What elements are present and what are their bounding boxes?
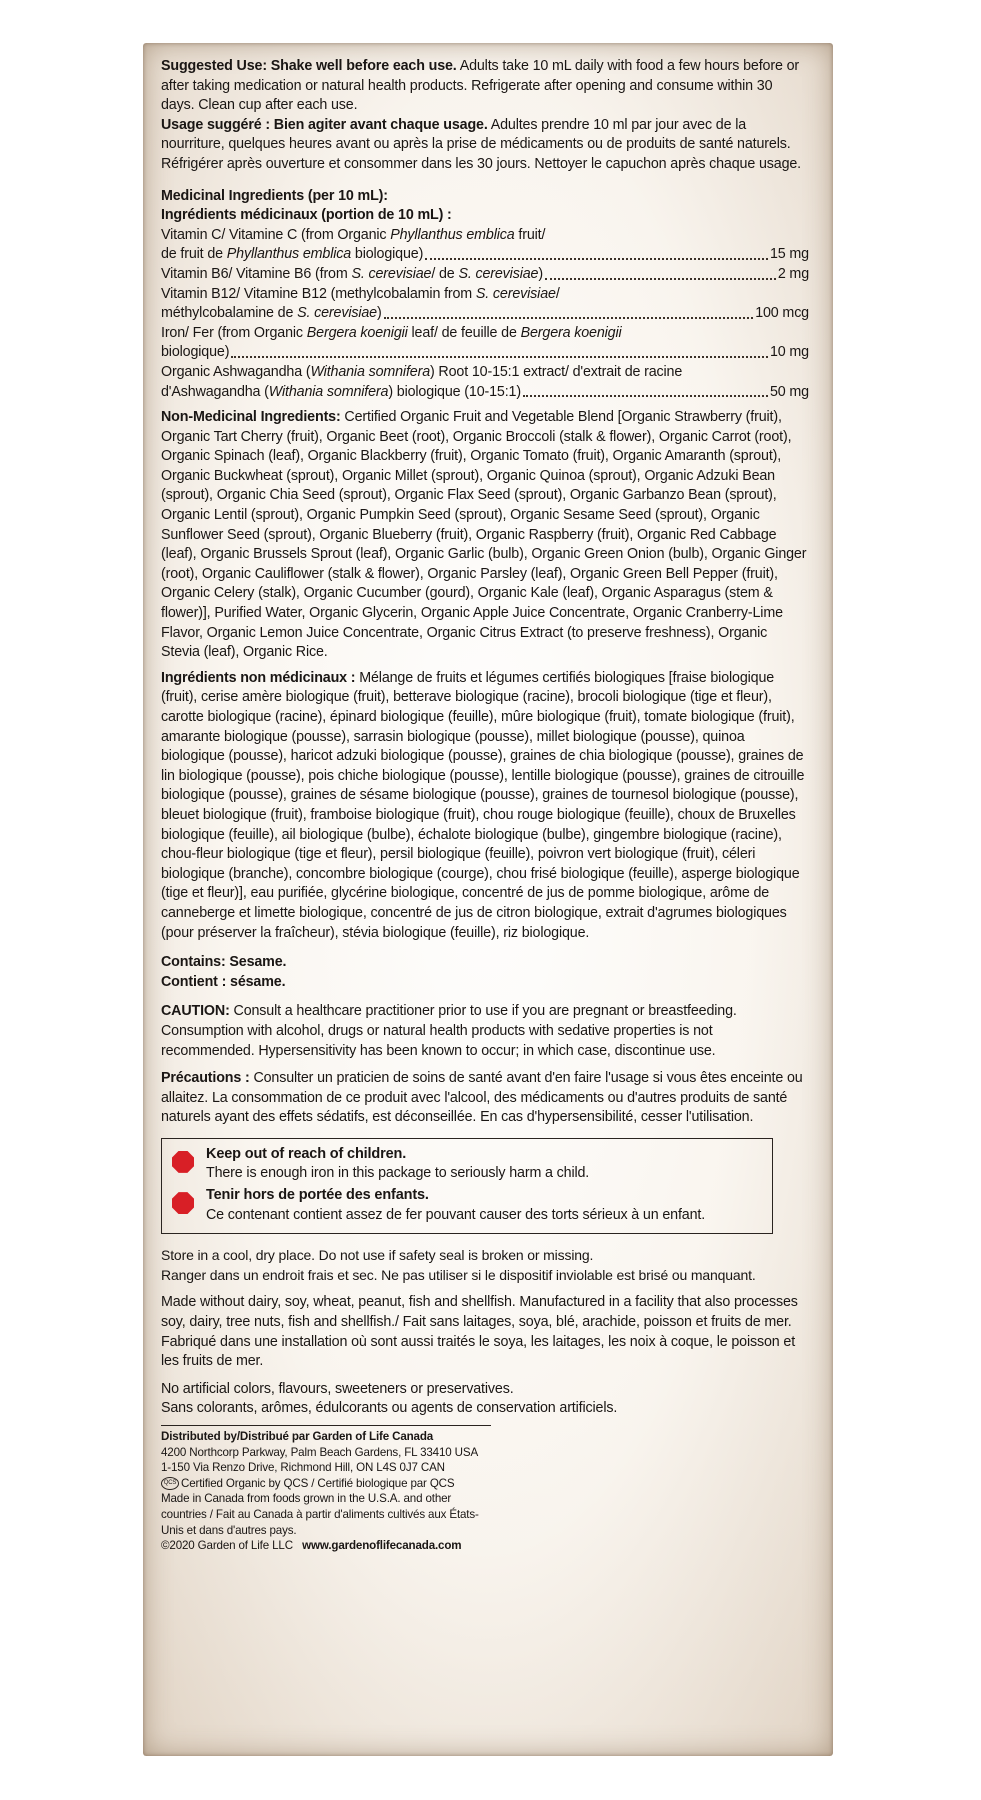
precautions-text: Consulter un praticien de soins de santé avant d'en faire l'usage si vous êtes enceinte ou allaitez. La consommation de ce produit avec l'alcool, des médicaments ou d'autres produits de santé naturels ayant des effets sédatifs, est déconseillée. En cas d'hypersensibilité, cesser l'utilisation. xyxy=(161,1070,803,1126)
medicinal-heading-fr: Ingrédients médicinaux (portion de 10 mL) : xyxy=(161,207,452,224)
child-warning-box xyxy=(161,1138,773,1234)
storage-fr: Ranger dans un endroit frais et sec. Ne pas utiliser si le dispositif inviolable est brisé ou manquant. xyxy=(161,1266,756,1283)
warning-text-fr: Ce contenant contient assez de fer pouvant causer des torts sérieux à un enfant. xyxy=(206,1206,706,1223)
warning-text-en: There is enough iron in this package to seriously harm a child. xyxy=(206,1165,590,1182)
ingredient-amount: 100 mcg xyxy=(755,305,809,322)
copyright-text: ©2020 Garden of Life LLC xyxy=(161,1539,293,1553)
address-canada: 1-150 Via Renzo Drive, Richmond Hill, ON L4S 0J7 CAN xyxy=(161,1461,445,1475)
caution-en-section xyxy=(161,1002,809,1061)
non-medicinal-fr-section xyxy=(161,669,809,943)
no-artificial-fr: Sans colorants, arômes, édulcorants ou agents de conservation artificiels. xyxy=(161,1400,618,1417)
caution-label: CAUTION: xyxy=(161,1003,230,1020)
allergen-section xyxy=(161,953,809,992)
leader-dots xyxy=(384,317,754,319)
leader-dots xyxy=(425,258,768,260)
no-artificial-en: No artificial colors, flavours, sweeteners or preservatives. xyxy=(161,1380,514,1397)
address-usa: 4200 Northcorp Parkway, Palm Beach Gardens, FL 33410 USA xyxy=(161,1445,479,1459)
certified-organic-text: Certified Organic by QCS / Certifié biologique par QCS xyxy=(181,1476,455,1490)
distributor-heading: Distributed by/Distribué par Garden of Life Canada xyxy=(161,1430,434,1443)
storage-section xyxy=(161,1246,809,1285)
warning-heading-en: Keep out of reach of children. xyxy=(206,1145,407,1162)
stop-octagon-icon xyxy=(172,1192,194,1214)
ingredient-row-iron: biologique) 10 mg xyxy=(161,343,809,363)
ingredient-amount: 2 mg xyxy=(777,265,809,282)
warning-heading-fr: Tenir hors de portée des enfants. xyxy=(206,1187,429,1204)
ingredient-row-vitamin-b12: méthylcobalamine de S. cerevisiae) 100 mcg xyxy=(161,304,809,324)
caution-text: Consult a healthcare practitioner prior to use if you are pregnant or breastfeeding. Consumption with alcohol, drugs or natural health products with sedative properties is not recommended. Hypersensitivity has been known to occur; in which case, discontinue use. xyxy=(161,1003,737,1059)
medicinal-heading-en: Medicinal Ingredients (per 10 mL): xyxy=(161,187,388,204)
ingredient-row-vitamin-c: de fruit de Phyllanthus emblica biologique) 15 mg xyxy=(161,245,809,265)
ingredient-amount: 50 mg xyxy=(770,383,809,400)
non-medicinal-label-en: Non-Medicinal Ingredients: xyxy=(161,409,341,426)
non-medicinal-en-section xyxy=(161,408,809,663)
leader-dots xyxy=(545,278,776,280)
storage-en: Store in a cool, dry place. Do not use if safety seal is broken or missing. xyxy=(161,1247,594,1264)
usage-suggere-text: Adultes prendre 10 ml par jour avec de la nourriture, quelques heures avant ou après la prise de médicaments ou de produits de santé naturels. Réfrigérer après ouverture et consommer dans les 30 jours. Nettoyer le capuchon après chaque usage. xyxy=(161,116,801,172)
allergen-free-text: Made without dairy, soy, wheat, peanut, fish and shellfish. Manufactured in a facility that also processes soy, dairy, tree nuts, fish and shellfish./ Fait sans laitages, soya, blé, arachide, poisson et fruits de mer. Fabriqué dans une installation où sont aussi traités le soya, les laitages, les noix à coque, le poisson et les fruits de mer. xyxy=(161,1294,798,1370)
non-medicinal-text-fr: Mélange de fruits et légumes certifiés biologiques [fraise biologique (fruit), cerise amère biologique (fruit), betterave biologique (racine), brocoli biologique (tige et fleur), carotte biologique (racine), épinard biologique (feuille), mûre biologique (fruit), tomate biologique (fruit), amarante biologique (pousse), sarrasin biologique (pousse), millet biologique (pousse), quinoa biologique (pousse), haricot adzuki biologique (pousse), graines de chia biologique (pousse), graines de lin biologique (pousse), pois chiche biologique (pousse), lentille biologique (pousse), graines de citrouille biologique (pousse), graines de sésame biologique (pousse), graines de tournesol biologique (pousse), bleuet biologique (fruit), framboise biologique (fruit), chou rouge biologique (feuille), choux de Bruxelles biologique (feuille), ail biologique (bulbe), échalote biologique (bulbe), gingembre biologique (racine), chou-fleur biologique (tige et fleur), persil biologique (feuille), poivron vert biologique (fruit), céleri biologique (branche), concombre biologique (courge), chou frisé biologique (feuille), asperge biologique (tige et fleur)], eau purifiée, glycérine biologique, concentré de jus de pomme biologique, arôme de canneberge et limette biologique, concentré de jus de citron biologique, extrait d'agrumes biologiques (pour préserver la fraîcheur), stévia biologique (feuille), riz biologique. xyxy=(161,669,805,941)
ingredient-amount: 15 mg xyxy=(770,246,809,263)
medicinal-ingredients-section xyxy=(161,187,809,403)
ingredient-row-vitamin-b6: Vitamin B6/ Vitamine B6 (from S. cerevisiae/ de S. cerevisiae) 2 mg xyxy=(161,265,809,285)
contains-en: Contains: Sesame. xyxy=(161,954,287,971)
ingredient-line: Organic Ashwagandha (Withania somnifera) Root 10-15:1 extract/ d'extrait de racine xyxy=(161,363,683,380)
stop-octagon-icon xyxy=(172,1151,194,1173)
non-medicinal-text-en: Certified Organic Fruit and Vegetable Blend [Organic Strawberry (fruit), Organic Tart Cherry (fruit), Organic Beet (root), Organic Broccoli (stalk & flower), Organic Carrot (root), Organic Spinach (leaf), Organic Blackberry (fruit), Organic Tomato (fruit), Organic Amaranth (sprout), Organic Buckwheat (sprout), Organic Millet (sprout), Organic Quinoa (sprout), Organic Adzuki Bean (sprout), Organic Chia Seed (sprout), Organic Flax Seed (sprout), Organic Garbanzo Bean (sprout), Organic Lentil (sprout), Organic Pumpkin Seed (sprout), Organic Sesame Seed (sprout), Organic Sunflower Seed (sprout), Organic Blueberry (fruit), Organic Raspberry (fruit), Organic Red Cabbage (leaf), Organic Brussels Sprout (leaf), Organic Garlic (bulb), Organic Green Onion (bulb), Organic Ginger (root), Organic Cauliflower (stalk & flower), Organic Parsley (leaf), Organic Green Bell Pepper (fruit), Organic Celery (stalk), Organic Cucumber (gourd), Organic Kale (leaf), Organic Asparagus (stem & flower)], Purified Water, Organic Glycerin, Organic Apple Juice Concentrate, Organic Cranberry-Lime Flavor, Organic Lemon Juice Concentrate, Organic Citrus Extract (to preserve freshness), Organic Stevia (leaf), Organic Rice. xyxy=(161,409,807,661)
divider xyxy=(161,1425,491,1426)
precautions-label: Précautions : xyxy=(161,1070,250,1087)
made-in-canada-text: Made in Canada from foods grown in the U.S.A. and other countries / Fait au Canada à partir d'aliments cultivés aux États-Unis et dans d'autres pays. xyxy=(161,1492,479,1537)
warning-item-en xyxy=(172,1145,762,1184)
distribution-section xyxy=(161,1425,491,1554)
warning-item-fr xyxy=(172,1186,762,1225)
caution-fr-section xyxy=(161,1069,809,1128)
qcs-logo-icon: QCS xyxy=(161,1477,179,1490)
suggested-use-label: Suggested Use: Shake well before each use. xyxy=(161,58,457,74)
ingredient-line: Vitamin B12/ Vitamine B12 (methylcobalamin from S. cerevisiae/ xyxy=(161,285,560,302)
contains-fr: Contient : sésame. xyxy=(161,973,286,990)
usage-suggere-label: Usage suggéré : Bien agiter avant chaque usage. xyxy=(161,116,488,133)
no-artificial-section xyxy=(161,1380,809,1419)
website-link[interactable]: www.gardenoflifecanada.com xyxy=(302,1539,462,1553)
ingredient-line: Iron/ Fer (from Organic Bergera koenigii leaf/ de feuille de Bergera koenigii xyxy=(161,324,622,341)
leader-dots xyxy=(231,356,768,358)
supplement-label-panel xyxy=(143,43,833,1756)
suggested-use-text: Adults take 10 mL daily with food a few hours before or after taking medication or natural health products. Refrigerate after opening and consume within 30 days. Clean cup after each use. xyxy=(161,58,799,114)
non-medicinal-label-fr: Ingrédients non médicinaux : xyxy=(161,669,356,686)
leader-dots xyxy=(523,395,768,397)
ingredient-amount: 10 mg xyxy=(770,344,809,361)
ingredient-line: Vitamin C/ Vitamine C (from Organic Phyllanthus emblica fruit/ xyxy=(161,226,546,243)
ingredient-row-ashwagandha: d'Ashwagandha (Withania somnifera) biologique (10-15:1) 50 mg xyxy=(161,383,809,403)
suggested-use-section xyxy=(161,57,809,175)
allergen-free-section xyxy=(161,1293,809,1371)
